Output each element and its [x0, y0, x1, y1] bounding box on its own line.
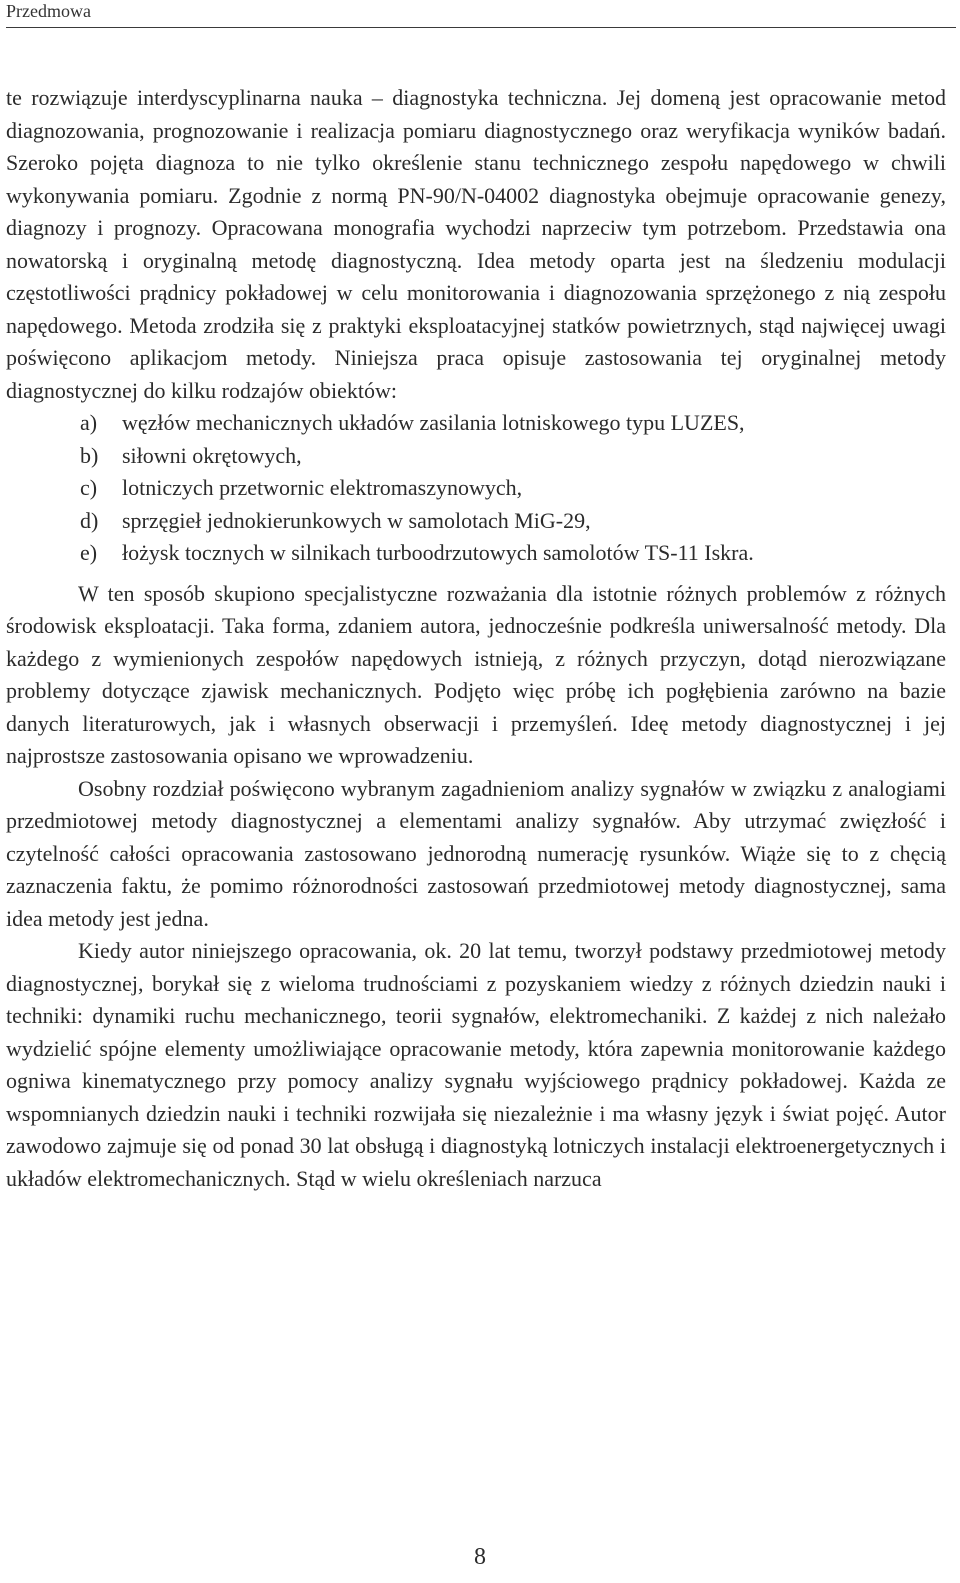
paragraph: Kiedy autor niniejszego opracowania, ok. 20 lat temu, tworzył podstawy przedmiotowej metody diagnostycznej, borykał się z wieloma trudnościami z pozyskaniem wiedzy z różnych dziedzin nauki i techniki: dynamiki ruchu mechanicznego, teorii sygnałów, elektromechaniki. Z każdej z nich należało wydzielić spójne elementy umożliwiające opracowanie metody, która zapewnia monitorowanie każdego ogniwa kinematycznego przy pomocy analizy sygnału wyjściowego prądnicy pokładowej. Każda ze wspomnianych dziedzin nauki i techniki rozwijała się niezależnie i ma własny język i świat pojęć. Autor zawodowo zajmuje się od ponad 30 lat obsługą i diagnostyką lotniczych instalacji elektroenergetycznych i układów elektromechanicznych. Stąd w wielu określeniach narzuca	[6, 938, 946, 1191]
page-number: 8	[474, 1544, 486, 1570]
list-item	[80, 505, 946, 538]
list-marker: c)	[80, 475, 98, 500]
object-list	[6, 407, 946, 570]
chapter-title: Przedmowa	[6, 1, 91, 21]
list-item	[80, 537, 946, 570]
list-item	[80, 407, 946, 440]
list-item	[80, 472, 946, 505]
intro-paragraph: te rozwiązuje interdyscyplinarna nauka – diagnostyka techniczna. Jej domeną jest opracowanie metod diagnozowania, prognozowanie i realizacja pomiaru diagnostycznego oraz weryfikacja wyników badań. Szeroko pojęta diagnoza to nie tylko określenie stanu technicznego zespołu napędowego w chwili wykonywania pomiaru. Zgodnie z normą PN-90/N-04002 diagnostyka obejmuje opracowanie genezy, diagnozy i prognozy. Opracowana monografia wychodzi naprzeciw tym potrzebom. Przedstawia ona nowatorską i oryginalną metodę diagnostyczną. Idea metody oparta jest na śledzeniu modulacji częstotliwości prądnicy pokładowej w celu monitorowania i diagnozowania sprzężonego z nią zespołu napędowego. Metoda zrodziła się z praktyki eksploatacyjnej statków powietrznych, stąd najwięcej uwagi poświęcono aplikacjom metody. Niniejsza praca opisuje zastosowania tej oryginalnej metody diagnostycznej do kilku rodzajów obiektów:	[6, 85, 946, 403]
list-item-text: łożysk tocznych w silnikach turboodrzutowych samolotów TS-11 Iskra.	[122, 540, 754, 565]
page-body	[6, 82, 946, 1195]
list-item	[80, 440, 946, 473]
list-item-text: lotniczych przetwornic elektromaszynowych,	[122, 475, 523, 500]
paragraph-gap	[6, 570, 946, 578]
list-marker: e)	[80, 540, 98, 565]
list-item-text: sprzęgieł jednokierunkowych w samolotach MiG-29,	[122, 507, 591, 533]
paragraph: Osobny rozdział poświęcono wybranym zagadnieniom analizy sygnałów w związku z analogiami przedmiotowej metody diagnostycznej a elementami analizy sygnałów. Aby utrzymać zwięzłość i czytelność całości opracowania zastosowano jednorodną numerację rysunków. Wiąże się to z chęcią zaznaczenia faktu, że pomimo różnorodności zastosowań przedmiotowej metody diagnostycznej, sama idea metody jest jedna.	[6, 775, 946, 931]
running-header	[6, 0, 956, 28]
list-marker: d)	[80, 507, 99, 533]
list-marker: a)	[80, 410, 98, 435]
list-item-text: węzłów mechanicznych układów zasilania lotniskowego typu LUZES,	[122, 410, 745, 435]
list-item-text: siłowni okrętowych,	[122, 442, 302, 468]
paragraph: W ten sposób skupiono specjalistyczne rozważania dla istotnie różnych problemów z różnych środowisk eksploatacji. Taka forma, zdaniem autora, jednocześnie podkreśla uniwersalność metody. Dla każdego z wymienionych zespołów napędowych istnieją, z różnych przyczyn, dotąd nierozwiązane problemy dotyczące zjawisk mechanicznych. Podjęto więc próbę ich pogłębienia zarówno na bazie danych literaturowych, jak i własnych obserwacji i przemyśleń. Ideę metody diagnostycznej i jej najprostsze zastosowania opisano we wprowadzeniu.	[6, 580, 946, 768]
list-marker: b)	[80, 442, 99, 468]
